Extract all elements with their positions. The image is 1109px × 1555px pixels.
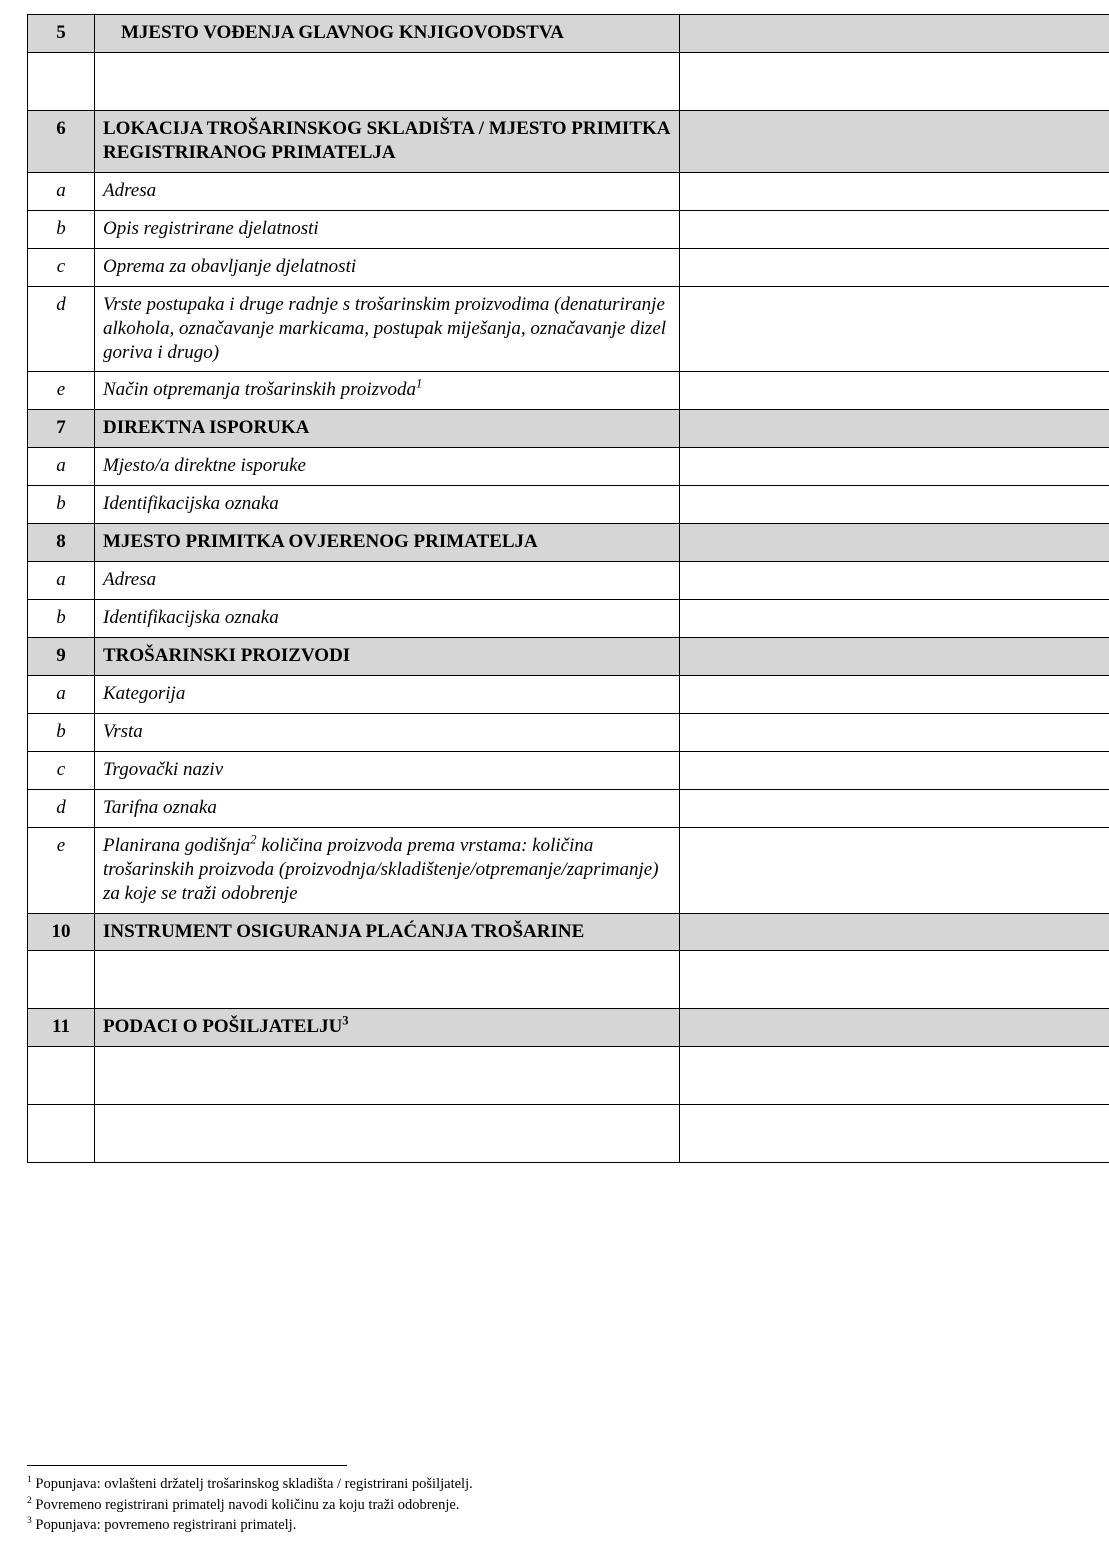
footnote-area — [27, 1465, 1084, 1536]
row-value-cell[interactable] — [680, 1105, 1109, 1163]
table-row — [28, 827, 1109, 913]
row-number-cell: 11 — [28, 1009, 95, 1047]
table-row — [28, 713, 1109, 751]
row-number-cell: a — [28, 562, 95, 600]
footnote-marker: 1 — [27, 1474, 32, 1486]
row-value-cell[interactable] — [680, 638, 1109, 676]
footnote: $^1$ Popunjava: ovlašteni držatelj trošarinskog skladišta / registrirani pošiljatelj. — [27, 1474, 473, 1492]
row-number-cell: b — [28, 486, 95, 524]
table-row — [28, 210, 1109, 248]
row-number-cell — [28, 1105, 95, 1163]
row-number-cell: 7 — [28, 410, 95, 448]
row-label-cell: Trgovački naziv — [95, 751, 680, 789]
row-value-cell[interactable] — [680, 372, 1109, 410]
footnote-separator — [27, 1465, 347, 1466]
table-row — [28, 286, 1109, 372]
row-value-cell[interactable] — [680, 486, 1109, 524]
row-number-cell: b — [28, 713, 95, 751]
row-label-cell: Mjesto/a direktne isporuke — [95, 448, 680, 486]
table-row — [28, 524, 1109, 562]
table-row — [28, 248, 1109, 286]
row-label-cell: Tarifna oznaka — [95, 789, 680, 827]
footnote: $^2$ Povremeno registrirani primatelj navodi količinu za koju traži odobrenje. — [27, 1494, 460, 1513]
table-row — [28, 951, 1109, 1009]
row-value-cell[interactable] — [680, 1009, 1109, 1047]
row-value-cell[interactable] — [680, 448, 1109, 486]
footnote-list — [27, 1474, 1084, 1536]
footnote-marker: 3 — [27, 1515, 32, 1527]
row-number-cell: a — [28, 172, 95, 210]
row-label-cell: Identifikacijska oznaka — [95, 600, 680, 638]
row-number-cell: e — [28, 827, 95, 913]
row-value-cell[interactable] — [680, 410, 1109, 448]
table-row — [28, 1047, 1109, 1105]
table-row — [28, 410, 1109, 448]
table-row — [28, 448, 1109, 486]
table-row — [28, 913, 1109, 951]
row-label-cell — [95, 1047, 680, 1105]
row-value-cell[interactable] — [680, 562, 1109, 600]
row-value-cell[interactable] — [680, 286, 1109, 372]
row-value-cell[interactable] — [680, 751, 1109, 789]
row-label-cell — [95, 951, 680, 1009]
table-row — [28, 751, 1109, 789]
row-label-cell: MJESTO VOĐENJA GLAVNOG KNJIGOVODSTVA — [95, 15, 680, 53]
row-label-cell: DIREKTNA ISPORUKA — [95, 410, 680, 448]
footnote-marker: 1 — [415, 377, 423, 392]
row-label-cell: Način otpremanja trošarinskih proizvoda$^1$ — [95, 372, 680, 410]
row-label-cell — [95, 1105, 680, 1163]
row-value-cell[interactable] — [680, 172, 1109, 210]
row-number-cell — [28, 52, 95, 110]
table-row — [28, 1105, 1109, 1163]
row-label-cell: TROŠARINSKI PROIZVODI — [95, 638, 680, 676]
row-number-cell — [28, 951, 95, 1009]
row-number-cell: d — [28, 286, 95, 372]
excise-form-table — [27, 14, 1109, 1163]
row-label-cell: Vrste postupaka i druge radnje s trošarinskim proizvodima (denaturiranje alkohola, označavanje markicama, postupak miješanja, označavanje dizel goriva i drugo) — [95, 286, 680, 372]
row-value-cell[interactable] — [680, 827, 1109, 913]
row-value-cell[interactable] — [680, 913, 1109, 951]
row-number-cell: 10 — [28, 913, 95, 951]
row-value-cell[interactable] — [680, 110, 1109, 172]
row-number-cell: b — [28, 210, 95, 248]
row-value-cell[interactable] — [680, 210, 1109, 248]
row-label-cell: LOKACIJA TROŠARINSKOG SKLADIŠTA / MJESTO PRIMITKA REGISTRIRANOG PRIMATELJA — [95, 110, 680, 172]
row-number-cell: a — [28, 675, 95, 713]
row-number-cell: c — [28, 248, 95, 286]
row-number-cell: c — [28, 751, 95, 789]
table-row — [28, 172, 1109, 210]
row-label-cell: Adresa — [95, 172, 680, 210]
row-value-cell[interactable] — [680, 248, 1109, 286]
table-row — [28, 562, 1109, 600]
row-value-cell[interactable] — [680, 713, 1109, 751]
table-row — [28, 600, 1109, 638]
row-number-cell — [28, 1047, 95, 1105]
row-number-cell: b — [28, 600, 95, 638]
footnote-marker: 2 — [250, 832, 257, 847]
table-row — [28, 52, 1109, 110]
row-label-cell — [95, 52, 680, 110]
row-label-cell: Planirana godišnja$^2$ količina proizvoda prema vrstama: količina trošarinskih proizvoda (proizvodnja/skladištenje/otpremanje/zaprimanje) za koje se traži odobrenje — [95, 827, 680, 913]
row-value-cell[interactable] — [680, 600, 1109, 638]
row-number-cell: d — [28, 789, 95, 827]
footnote-marker: 2 — [27, 1494, 32, 1506]
row-label-cell: Adresa — [95, 562, 680, 600]
row-number-cell: 8 — [28, 524, 95, 562]
table-row — [28, 675, 1109, 713]
row-number-cell: a — [28, 448, 95, 486]
row-label-cell: Kategorija — [95, 675, 680, 713]
footnote-marker: 3 — [342, 1014, 349, 1029]
row-label-cell: Opis registrirane djelatnosti — [95, 210, 680, 248]
row-value-cell[interactable] — [680, 52, 1109, 110]
row-label-cell: INSTRUMENT OSIGURANJA PLAĆANJA TROŠARINE — [95, 913, 680, 951]
table-row — [28, 638, 1109, 676]
row-label-cell: Vrsta — [95, 713, 680, 751]
row-label-cell: PODACI O POŠILJATELJU$^3$ — [95, 1009, 680, 1047]
table-row — [28, 789, 1109, 827]
row-label-cell: Oprema za obavljanje djelatnosti — [95, 248, 680, 286]
row-label-cell: MJESTO PRIMITKA OVJERENOG PRIMATELJA — [95, 524, 680, 562]
row-number-cell: e — [28, 372, 95, 410]
row-value-cell[interactable] — [680, 15, 1109, 53]
row-value-cell[interactable] — [680, 789, 1109, 827]
row-number-cell: 5 — [28, 15, 95, 53]
table-row — [28, 486, 1109, 524]
row-value-cell[interactable] — [680, 675, 1109, 713]
row-number-cell: 9 — [28, 638, 95, 676]
form-table-body — [28, 15, 1109, 1163]
footnote: $^3$ Popunjava: povremeno registrirani primatelj. — [27, 1515, 297, 1534]
row-value-cell[interactable] — [680, 1047, 1109, 1105]
row-value-cell[interactable] — [680, 951, 1109, 1009]
row-value-cell[interactable] — [680, 524, 1109, 562]
table-row — [28, 110, 1109, 172]
table-row — [28, 372, 1109, 410]
row-number-cell: 6 — [28, 110, 95, 172]
table-row — [28, 15, 1109, 53]
table-row — [28, 1009, 1109, 1047]
row-label-cell: Identifikacijska oznaka — [95, 486, 680, 524]
